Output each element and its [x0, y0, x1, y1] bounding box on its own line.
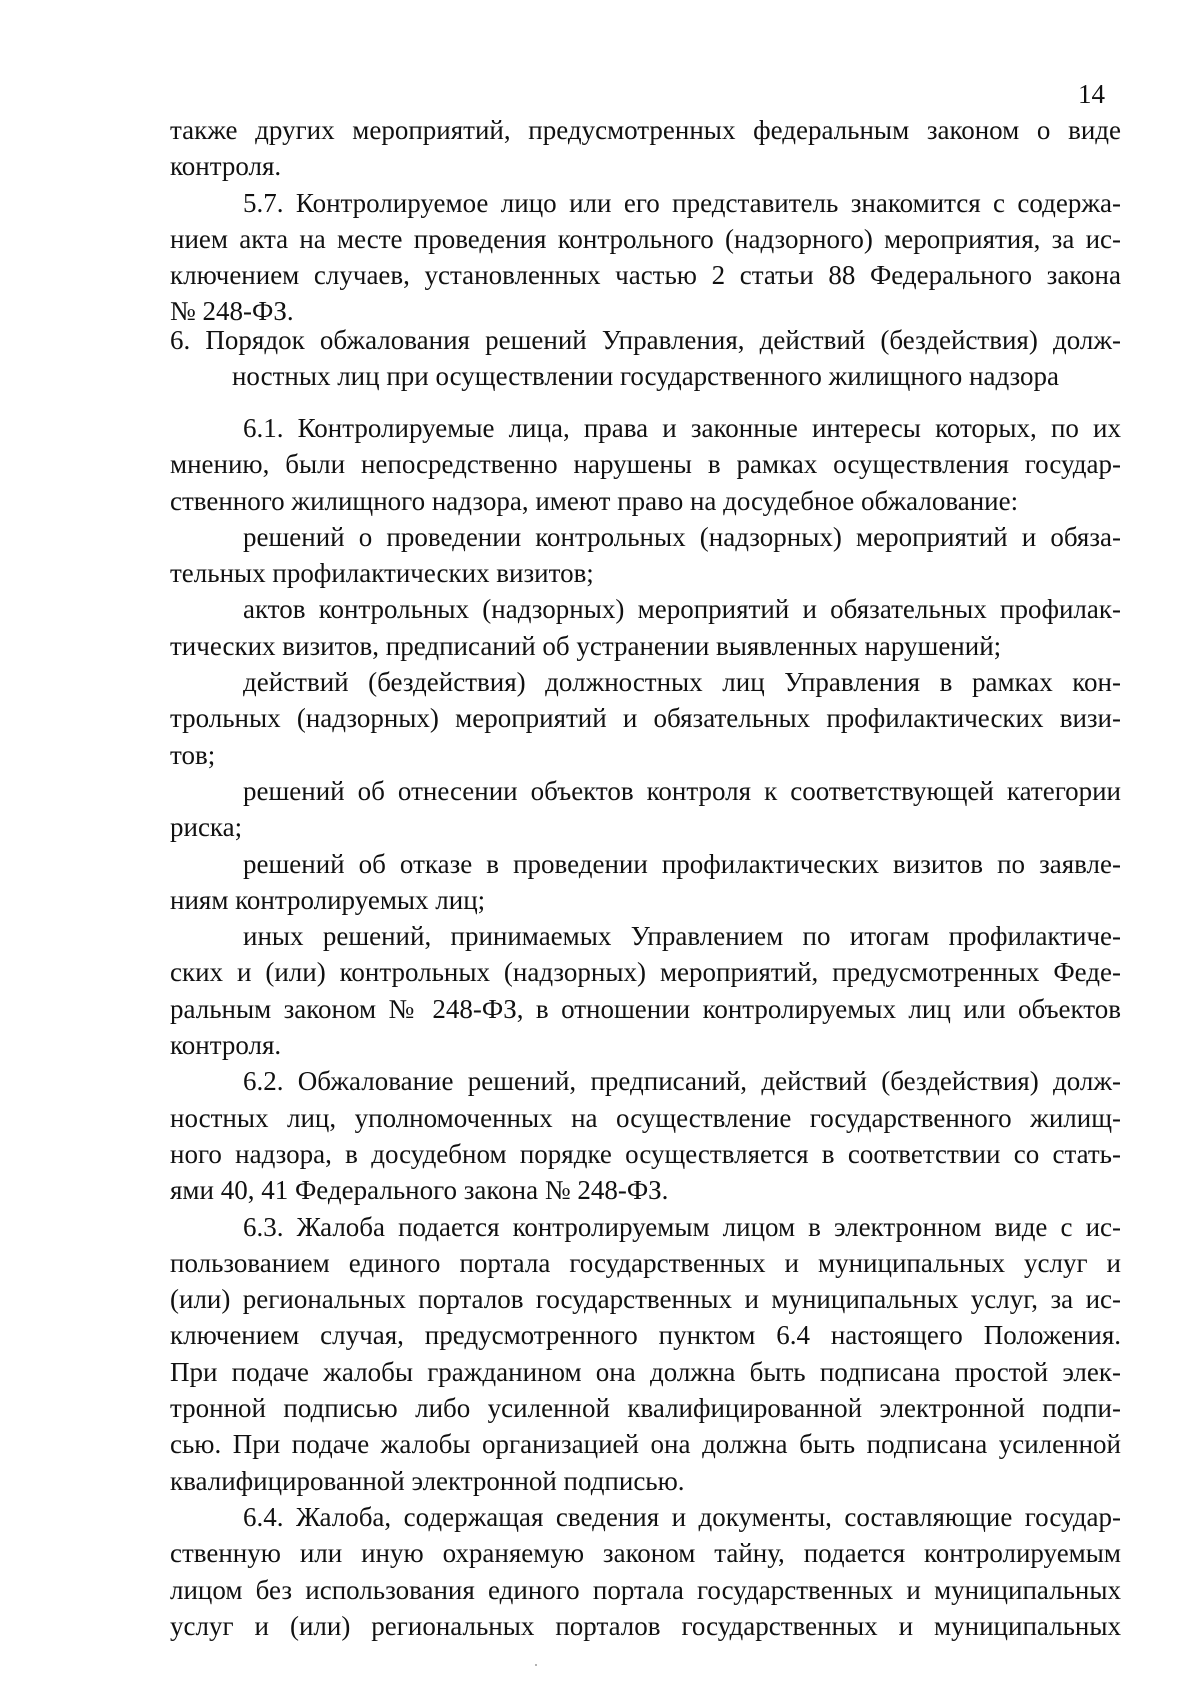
text-line: решений о проведении контрольных (надзорных) мероприятий и обяза-: [243, 521, 1121, 552]
text-line: ключением случаев, установленных частью 2 статьи 88 Федерального закона: [170, 260, 1121, 291]
text-line: тельных профилактических визитов;: [170, 558, 594, 589]
text-line: 6.3. Жалоба подается контролируемым лицом в электронном виде с ис-: [243, 1211, 1121, 1242]
text-line: ниям контролируемых лиц;: [170, 884, 486, 915]
text-line: услуг и (или) региональных порталов государственных и муниципальных: [170, 1610, 1121, 1641]
text-line: 6.2. Обжалование решений, предписаний, действий (бездействия) долж-: [243, 1066, 1121, 1097]
text-line: ного надзора, в досудебном порядке осуществляется в соответствии со стать-: [170, 1138, 1121, 1169]
text-line: 5.7. Контролируемое лицо или его представитель знакомится с содержа-: [243, 187, 1121, 218]
text-line: нием акта на месте проведения контрольного (надзорного) мероприятия, за ис-: [170, 223, 1121, 254]
text-line: риска;: [170, 812, 243, 843]
text-line: ями 40, 41 Федерального закона № 248-ФЗ.: [170, 1175, 669, 1206]
text-line: При подаче жалобы гражданином она должна быть подписана простой элек-: [170, 1356, 1121, 1387]
text-line: также других мероприятий, предусмотренных федеральным законом о виде: [170, 115, 1121, 145]
text-line: ских и (или) контрольных (надзорных) мероприятий, предусмотренных Феде-: [170, 957, 1121, 988]
text-line: тронной подписью либо усиленной квалифицированной электронной подпи-: [170, 1393, 1121, 1424]
text-line: лицом без использования единого портала государственных и муниципальных: [170, 1574, 1121, 1605]
text-line: ральным законом № 248-ФЗ, в отношении контролируемых лиц или объектов: [170, 993, 1121, 1024]
text-line: решений об отказе в проведении профилактических визитов по заявле-: [243, 848, 1121, 879]
text-line: ственного жилищного надзора, имеют право на досудебное обжалование:: [170, 485, 1019, 516]
text-line: иных решений, принимаемых Управлением по итогам профилактиче-: [243, 921, 1121, 952]
text-line: решений об отнесении объектов контроля к соответствующей категории: [243, 775, 1121, 806]
text-line: сью. При подаче жалобы организацией она должна быть подписана усиленной: [170, 1429, 1121, 1460]
text-line: тических визитов, предписаний об устранении выявленных нарушений;: [170, 630, 1002, 661]
text-line: пользованием единого портала государственных и муниципальных услуг и: [170, 1247, 1121, 1278]
page-number: 14: [1078, 79, 1105, 109]
text-line: мнению, были непосредственно нарушены в рамках осуществления государ-: [170, 449, 1121, 480]
text-line: (или) региональных порталов государственных и муниципальных услуг, за ис-: [170, 1284, 1121, 1315]
text-line: актов контрольных (надзорных) мероприятий и обязательных профилак-: [243, 594, 1121, 625]
text-line: № 248-ФЗ.: [170, 296, 294, 327]
heading-line: 6. Порядок обжалования решений Управления, действий (бездействия) долж-: [170, 325, 1121, 355]
text-line: действий (бездействия) должностных лиц Управления в рамках кон-: [243, 667, 1121, 698]
text-line: 6.4. Жалоба, содержащая сведения и документы, составляющие государ-: [243, 1501, 1121, 1532]
text-line: 6.1. Контролируемые лица, права и законные интересы которых, по их: [243, 413, 1121, 443]
text-line: контроля.: [170, 1030, 282, 1061]
text-line: ностных лиц, уполномоченных на осуществление государственного жилищ-: [170, 1102, 1121, 1133]
text-line: ключением случая, предусмотренного пунктом 6.4 настоящего Положения.: [170, 1320, 1121, 1351]
scan-speck: [535, 1664, 537, 1666]
text-line: квалифицированной электронной подписью.: [170, 1465, 685, 1496]
text-line: ственную или иную охраняемую законом тайну, подается контролируемым: [170, 1538, 1121, 1569]
section-6-text: [170, 410, 1121, 1644]
text-line: тов;: [170, 739, 216, 770]
text-line: контроля.: [170, 151, 282, 182]
section-5-7-text: [170, 112, 1121, 330]
text-line: трольных (надзорных) мероприятий и обязательных профилактических визи-: [170, 703, 1121, 734]
section-6-heading: [170, 322, 1121, 395]
heading-line: ностных лиц при осуществлении государственного жилищного надзора: [231, 361, 1060, 392]
